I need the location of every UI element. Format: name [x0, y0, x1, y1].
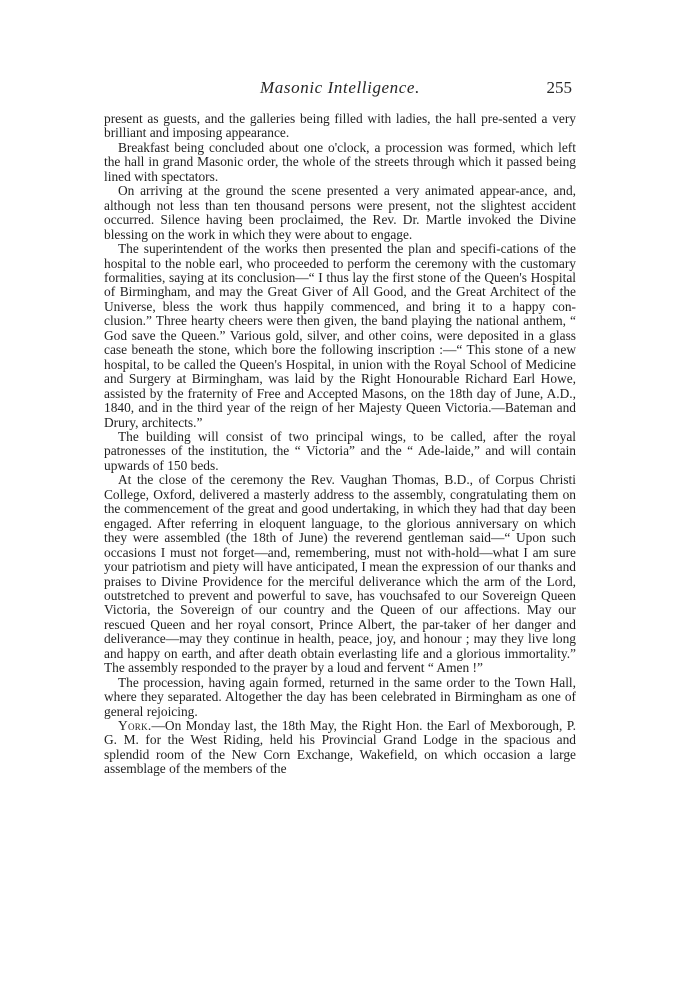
paragraph-2: Breakfast being concluded about one o'clock, a procession was formed, which left the hall in grand Masonic order, the whole of the streets through which it passed being lined with spectators. — [104, 139, 576, 184]
section-lead-york: York. — [118, 718, 152, 734]
paragraph-4: The superintendent of the works then presented the plan and specifi-cations of the hospital to the noble earl, who proceeded to perform the ceremony with the customary formalities, saying at its conclusion—“ I thus lay the first stone of the Queen's Hospital of Birmingham, and may the Great Giver of All Good, and the Great Architect of the Universe, bless the work thus happily commenced, and bring it to a happy con-clusion.” Three hearty cheers were then given, the band playing the national anthem, “ God save the Queen.” Various gold, silver, and other coins, were deposited in a glass case beneath the stone, which bore the following inscription :—“ This stone of a new hospital, to be called the Queen's Hospital, in union with the Royal School of Medicine and Surgery at Birmingham, was laid by the Right Honourable Richard Earl Howe, assisted by the fraternity of Free and Accepted Masons, on the 18th day of June, A.D., 1840, and in the third year of the reign of her Majesty Queen Victoria.—Bateman and Drury, architects.” — [104, 241, 576, 430]
paragraph-7: The procession, having again formed, returned in the same order to the Town Hall, where they separated. Altogether the day has been celebrated in Birmingham as one of general rejoicing. — [104, 674, 576, 719]
paragraph-6: At the close of the ceremony the Rev. Vaughan Thomas, B.D., of Corpus Christi College, Oxford, delivered a masterly address to the assembly, congratulating them on the commencement of the great and good undertaking, in which they had that day been engaged. After referring in eloquent language, to the glorious anniversary on which they were assembled (the 18th of June) the reverend gentleman said—“ Upon such occasions I must not forget—and, remembering, must not with-hold—what I am sure your patriotism and piety will have anticipated, I mean the expression of our thanks and praises to Divine Providence for the merciful deliverance which the arm of the Lord, outstretched to prevent and powerful to save, has vouchsafed to our Sovereign Queen Victoria, the Sovereign of our country and the Queen of our affections. May our rescued Queen and her royal consort, Prince Albert, the par-taker of her danger and deliverance—may they continue in health, peace, joy, and honour ; may they live long and happy on earth, and after death obtain everlasting life and a glorious immortality.” The assembly responded to the prayer by a loud and fervent “ Amen !” — [104, 472, 576, 676]
paragraph-8-text: —On Monday last, the 18th May, the Right Hon. the Earl of Mexborough, P. G. M. for the West Riding, held his Provincial Grand Lodge in the spacious and splendid room of the New Corn Exchange, Wakefield, on which occasion a large assemblage of the members of the — [104, 718, 576, 777]
page-header — [108, 78, 572, 100]
page-number: 255 — [546, 78, 572, 97]
paragraph-1: present as guests, and the galleries being filled with ladies, the hall pre-sented a very brilliant and imposing appearance. — [104, 111, 576, 141]
paragraph-8 — [104, 719, 576, 777]
paragraph-3: On arriving at the ground the scene presented a very animated appear-ance, and, although not less than ten thousand persons were present, not the slightest accident occurred. Silence having been proclaimed, the Rev. Dr. Martle invoked the Divine blessing on the work in which they were about to engage. — [104, 183, 576, 242]
running-title: Masonic Intelligence. — [260, 78, 420, 97]
article-body — [104, 112, 576, 777]
paragraph-5: The building will consist of two principal wings, to be called, after the royal patronesses of the institution, the “ Victoria” and the “ Ade-laide,” and will contain upwards of 150 beds. — [104, 428, 576, 473]
